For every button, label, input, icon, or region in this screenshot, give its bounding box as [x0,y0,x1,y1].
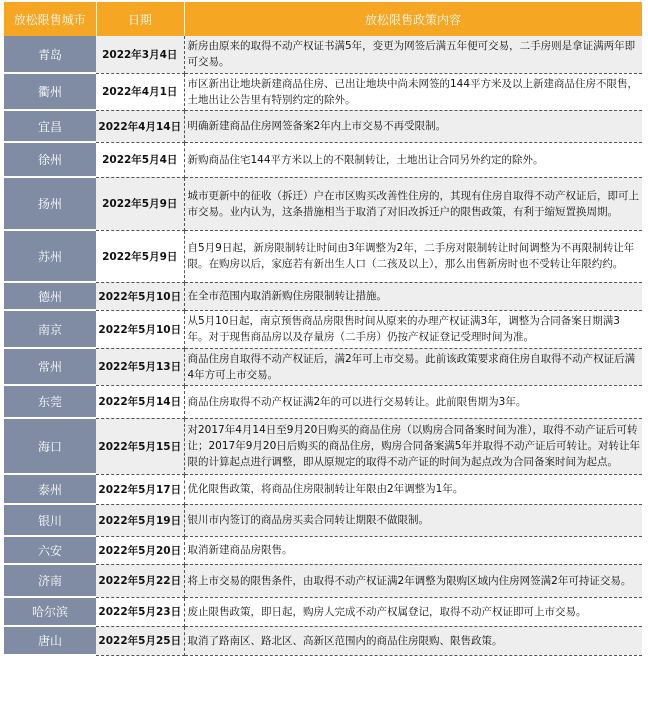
table-row [4,230,642,282]
city-cell: 哈尔滨 [4,597,96,626]
date-cell: 2022年3月4日 [96,36,184,73]
policy-table-wrapper [4,2,642,656]
table-row [4,418,642,474]
policy-cell: 废止限售政策，即日起，购房人完成不动产权属登记，取得不动产权证即可上市交易。 [184,597,642,626]
date-cell: 2022年5月9日 [96,177,184,230]
table-row [4,348,642,385]
city-cell: 常州 [4,348,96,385]
date-cell: 2022年5月23日 [96,597,184,626]
city-cell: 扬州 [4,177,96,230]
table-row [4,504,642,536]
date-cell: 2022年5月9日 [96,230,184,282]
date-cell: 2022年5月15日 [96,418,184,474]
policy-cell: 自5月9日起，新房限制转让时间由3年调整为2年，二手房对限制转让时间调整为不再限制转让年限。在购房以后，家庭若有新出生人口（二孩及以上），那么出售新房时也不受转让年限约约。 [184,230,642,282]
table-row [4,310,642,348]
policy-cell: 商品住房取得不动产权证满2年的可以进行交易转让。此前限售期为3年。 [184,385,642,418]
policy-cell: 取消了路南区、路北区、高新区范围内的商品住房限购、限售政策。 [184,626,642,655]
header-policy: 放松限售政策内容 [184,2,642,36]
date-cell: 2022年5月13日 [96,348,184,385]
policy-cell: 优化限售政策，将商品住房限制转让年限由2年调整为1年。 [184,474,642,504]
header-city: 放松限售城市 [4,2,96,36]
table-row [4,177,642,230]
table-header-row [4,2,642,36]
city-cell: 南京 [4,310,96,348]
city-cell: 德州 [4,282,96,310]
table-row [4,474,642,504]
city-cell: 海口 [4,418,96,474]
date-cell: 2022年5月19日 [96,504,184,536]
policy-cell: 从5月10日起，南京预售商品房限售时间从原来的办理产权证满3年，调整为合同备案日期满3年。对于现售商品房以及存量房（二手房）仍按产权证登记受理时间为准。 [184,310,642,348]
date-cell: 2022年4月14日 [96,110,184,142]
date-cell: 2022年5月22日 [96,564,184,597]
city-cell: 衢州 [4,73,96,110]
policy-cell: 对2017年4月14日至9月20日购买的商品住房（以购房合同备案时间为准），取得不动产证后可转让；2017年9月20日后购买的商品住房，购房合同备案满5年并取得不动产证后可转让。对转让年限的计算起点进行调整，即从原规定的取得不动产证的时间为起点改为合同备案时间为起点。 [184,418,642,474]
date-cell: 2022年4月1日 [96,73,184,110]
table-row [4,536,642,564]
policy-cell: 在全市范围内取消新购住房限制转让措施。 [184,282,642,310]
policy-cell: 将上市交易的限售条件，由取得不动产权证满2年调整为限购区域内住房网签满2年可持证交易。 [184,564,642,597]
table-row [4,282,642,310]
table-row [4,73,642,110]
policy-cell: 城市更新中的征收（拆迁）户在市区购买改善性住房的，其现有住房自取得不动产权证后，即可上市交易。业内认为，这条措施相当于取消了对旧改拆迁户的限售政策，有利于缩短置换周期。 [184,177,642,230]
date-cell: 2022年5月10日 [96,282,184,310]
city-cell: 济南 [4,564,96,597]
date-cell: 2022年5月10日 [96,310,184,348]
city-cell: 银川 [4,504,96,536]
city-cell: 六安 [4,536,96,564]
table-row [4,110,642,142]
city-cell: 青岛 [4,36,96,73]
city-cell: 宜昌 [4,110,96,142]
policy-cell: 明确新建商品住房网签备案2年内上市交易不再受限制。 [184,110,642,142]
policy-cell: 新购商品住宅144平方米以上的不限制转让，土地出让合同另外约定的除外。 [184,142,642,177]
date-cell: 2022年5月14日 [96,385,184,418]
table-row [4,626,642,655]
date-cell: 2022年5月25日 [96,626,184,655]
policy-cell: 商品住房自取得不动产权证后，满2年可上市交易。此前该政策要求商住房自取得不动产权证后满4年方可上市交易。 [184,348,642,385]
city-cell: 唐山 [4,626,96,655]
table-row [4,385,642,418]
table-row [4,142,642,177]
city-cell: 泰州 [4,474,96,504]
city-cell: 苏州 [4,230,96,282]
date-cell: 2022年5月17日 [96,474,184,504]
policy-cell: 银川市内签订的商品房买卖合同转让期限不做限制。 [184,504,642,536]
table-row [4,36,642,73]
header-date: 日期 [96,2,184,36]
date-cell: 2022年5月20日 [96,536,184,564]
city-cell: 东莞 [4,385,96,418]
table-row [4,597,642,626]
city-cell: 徐州 [4,142,96,177]
policy-table [4,2,643,656]
policy-cell: 新房由原来的取得不动产权证书满5年，变更为网签后满五年便可交易，二手房则是拿证满两年即可交易。 [184,36,642,73]
policy-cell: 取消新建商品房限售。 [184,536,642,564]
date-cell: 2022年5月4日 [96,142,184,177]
table-row [4,564,642,597]
policy-cell: 市区新出让地块新建商品住房、已出让地块中尚未网签的144平方米及以上新建商品住房不限售，土地出让公告里有特别约定的除外。 [184,73,642,110]
table-body [4,36,642,655]
